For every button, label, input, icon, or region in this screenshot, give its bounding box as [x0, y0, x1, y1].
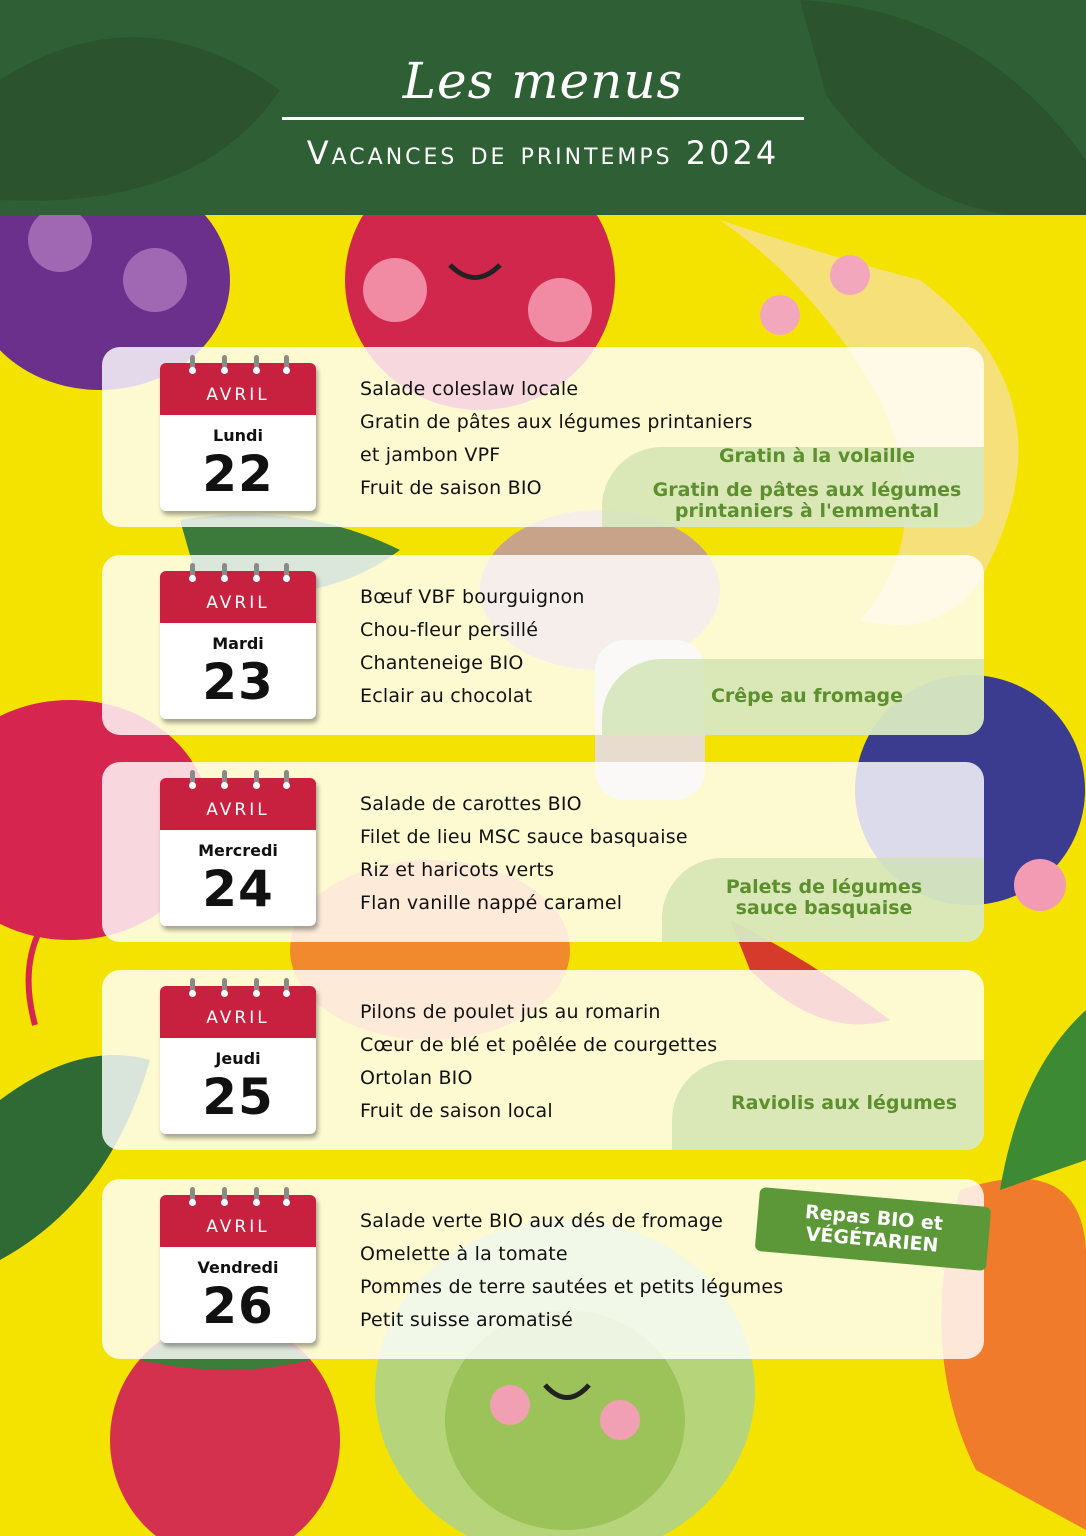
calendar-weekday: Mardi — [212, 634, 264, 653]
calendar-month: AVRIL — [206, 593, 270, 613]
calendar-icon — [160, 363, 316, 511]
day-card-mercredi — [102, 762, 984, 942]
menu-item: Salade de carottes BIO — [360, 793, 582, 815]
title-divider — [282, 117, 804, 120]
menu-item: Chou-fleur persillé — [360, 619, 539, 641]
bio-vegetarian-badge: Repas BIO et VÉGÉTARIEN — [755, 1187, 992, 1271]
calendar-weekday: Vendredi — [197, 1258, 279, 1277]
menu-item: Ortolan BIO — [360, 1067, 473, 1089]
day-card-jeudi — [102, 970, 984, 1150]
calendar-day-number: 23 — [202, 653, 274, 711]
calendar-month: AVRIL — [206, 1217, 270, 1237]
calendar-month: AVRIL — [206, 1008, 270, 1028]
calendar-month: AVRIL — [206, 800, 270, 820]
menu-item: et jambon VPF — [360, 444, 501, 466]
menu-list — [360, 1205, 820, 1337]
calendar-day-number: 24 — [202, 860, 274, 918]
page-title: Les menus — [402, 52, 684, 110]
alternative-dish: Palets de légumes sauce basquaise — [725, 876, 923, 919]
alternative-dish-2: Gratin de pâtes aux légumes printaniers à l'emmental — [652, 479, 962, 522]
day-card-mardi — [102, 555, 984, 735]
menu-item: Salade coleslaw locale — [360, 378, 579, 400]
calendar-month: AVRIL — [206, 385, 270, 405]
menu-item: Fruit de saison BIO — [360, 477, 542, 499]
menu-item: Flan vanille nappé caramel — [360, 892, 623, 914]
alternative-dish: Crêpe au fromage — [710, 685, 904, 707]
calendar-icon — [160, 778, 316, 926]
calendar-icon — [160, 1195, 316, 1343]
menu-item: Pommes de terre sautées et petits légumes — [360, 1276, 784, 1298]
calendar-day-number: 25 — [202, 1068, 274, 1126]
day-card-vendredi — [102, 1179, 984, 1359]
menu-item: Riz et haricots verts — [360, 859, 555, 881]
menu-item: Cœur de blé et poêlée de courgettes — [360, 1034, 718, 1056]
menu-item: Pilons de poulet jus au romarin — [360, 1001, 661, 1023]
menu-item: Filet de lieu MSC sauce basquaise — [360, 826, 688, 848]
calendar-weekday: Jeudi — [215, 1049, 261, 1068]
menu-item: Salade verte BIO aux dés de fromage — [360, 1210, 724, 1232]
calendar-icon — [160, 986, 316, 1134]
header-banner — [0, 0, 1086, 215]
calendar-weekday: Mercredi — [198, 841, 278, 860]
menu-item: Eclair au chocolat — [360, 685, 533, 707]
menu-item: Gratin de pâtes aux légumes printaniers — [360, 411, 753, 433]
alternative-dish: Raviolis aux légumes — [730, 1092, 958, 1114]
page-subtitle: Vacances de printemps 2024 — [306, 134, 780, 172]
calendar-day-number: 22 — [202, 445, 274, 503]
menu-item: Petit suisse aromatisé — [360, 1309, 573, 1331]
alternative-dish: Gratin à la volaille — [718, 445, 916, 467]
menu-item: Omelette à la tomate — [360, 1243, 568, 1265]
calendar-weekday: Lundi — [213, 426, 263, 445]
menu-item: Fruit de saison local — [360, 1100, 553, 1122]
calendar-icon — [160, 571, 316, 719]
calendar-day-number: 26 — [202, 1277, 274, 1335]
menu-item: Bœuf VBF bourguignon — [360, 586, 585, 608]
menu-item: Chanteneige BIO — [360, 652, 524, 674]
day-card-lundi — [102, 347, 984, 527]
